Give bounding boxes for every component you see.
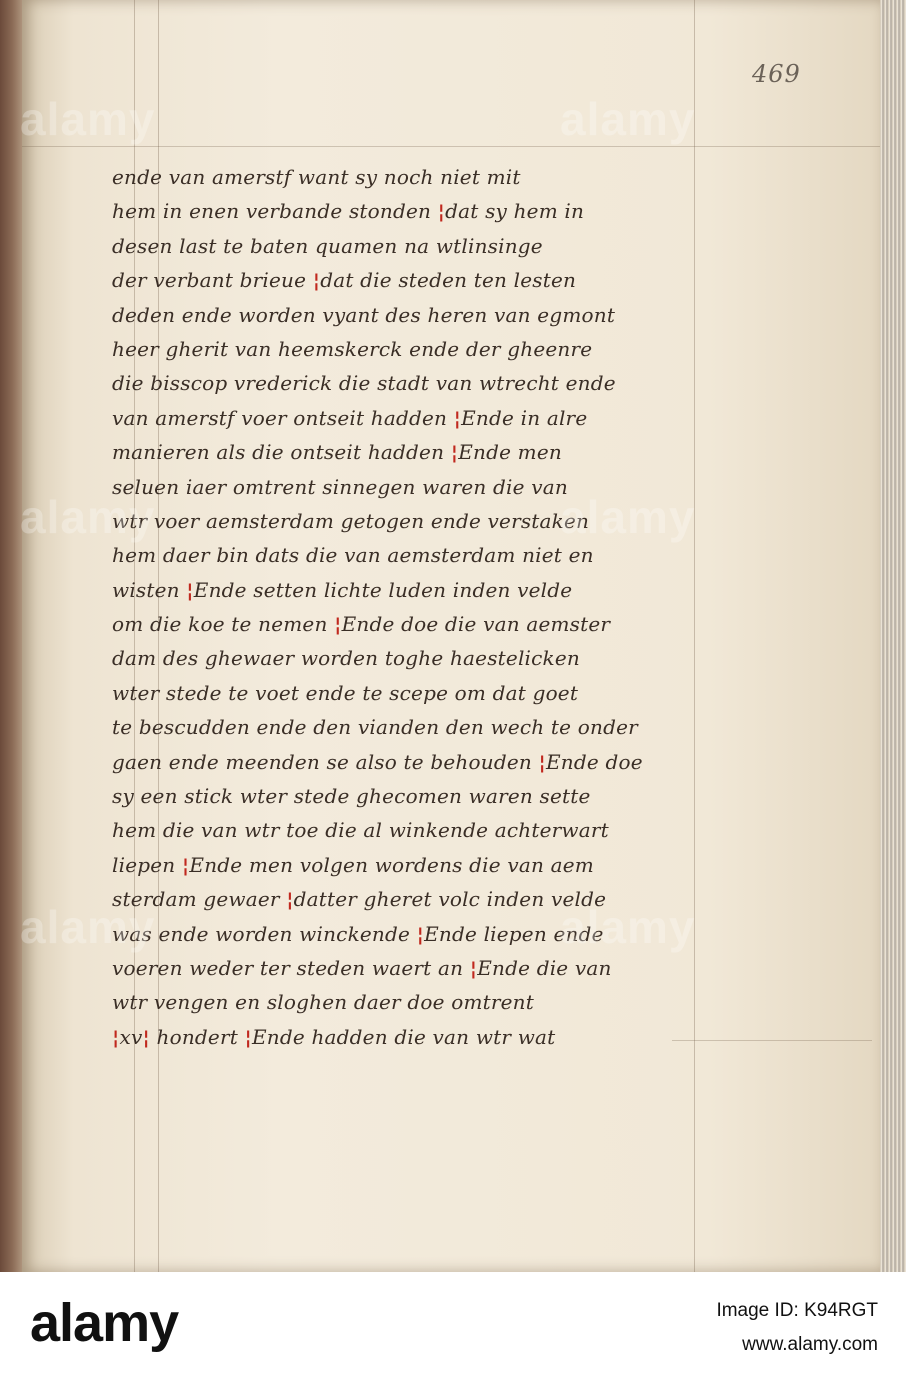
manuscript-line: der verbant brieue ¦dat die steden ten lesten	[112, 268, 577, 293]
manuscript-line: hem daer bin dats die van aemsterdam niet en	[112, 543, 594, 568]
manuscript-line: sterdam gewaer ¦datter gheret volc inden velde	[112, 887, 607, 912]
watermark: alamy	[20, 93, 156, 145]
watermark: alamy	[560, 93, 696, 145]
rubric-mark: ¦	[142, 1024, 150, 1049]
rubric-mark: ¦	[244, 1024, 252, 1049]
rubric-mark: ¦	[286, 887, 294, 912]
manuscript-line: manieren als die ontseit hadden ¦Ende men	[112, 440, 562, 465]
manuscript-line: deden ende worden vyant des heren van egmont	[112, 302, 616, 327]
watermark: alamy	[20, 901, 156, 953]
manuscript-line: seluen iaer omtrent sinnegen waren die van	[112, 474, 568, 499]
rubric-mark: ¦	[538, 749, 546, 774]
rubric-mark: ¦	[450, 440, 459, 465]
rubric-mark: ¦	[181, 852, 190, 877]
watermark: alamy	[560, 491, 696, 543]
manuscript-line: gaen ende meenden se also te behouden ¦Ende doe	[112, 749, 643, 774]
manuscript-line: desen last te baten quamen na wtlinsinge	[112, 233, 543, 258]
manuscript-line: ende van amerstf want sy noch niet mit	[112, 165, 521, 189]
manuscript-line: hem in enen verbande stonden ¦dat sy hem in	[112, 199, 585, 224]
rubric-mark: ¦	[469, 955, 478, 980]
manuscript-line: dam des ghewaer worden toghe haestelicken	[112, 646, 580, 671]
manuscript-line: voeren weder ter steden waert an ¦Ende die van	[112, 955, 612, 980]
watermark: alamy	[560, 901, 696, 953]
ruling-top	[22, 146, 880, 147]
rubric-mark: ¦	[334, 612, 342, 637]
rubric-mark: ¦	[453, 405, 462, 430]
manuscript-line: van amerstf voer ontseit hadden ¦Ende in alre	[112, 405, 588, 430]
image-id: Image ID: K94RGT	[716, 1300, 878, 1321]
rubric-mark: ¦	[312, 268, 321, 293]
manuscript-line: hem die van wtr toe die al winkende achterwart	[112, 818, 609, 843]
rubric-mark: ¦	[186, 577, 194, 602]
folio-number: 469	[752, 60, 801, 88]
manuscript-line: te bescudden ende den vianden den wech te onder	[112, 715, 638, 740]
manuscript-line: wtr vengen en sloghen daer doe omtrent	[112, 990, 534, 1015]
manuscript-line: ¦xv¦ hondert ¦Ende hadden die van wtr wat	[112, 1024, 556, 1049]
manuscript-line: was ende worden winckende ¦Ende liepen ende	[112, 921, 604, 946]
alamy-logo: alamy	[30, 1293, 179, 1353]
rubric-mark: ¦	[416, 921, 425, 946]
manuscript-line: om die koe te nemen ¦Ende doe die van aemster	[112, 612, 611, 637]
manuscript-line: heer gherit van heemskerck ende der gheenre	[112, 336, 593, 361]
manuscript-line: liepen ¦Ende men volgen wordens die van aem	[112, 852, 594, 877]
rubric-mark: ¦	[112, 1024, 120, 1049]
manuscript-line: wisten ¦Ende setten lichte luden inden velde	[112, 577, 573, 602]
rubric-mark: ¦	[437, 199, 446, 224]
site-url: www.alamy.com	[742, 1334, 878, 1355]
manuscript-line: die bisscop vrederick die stadt van wtrecht ende	[112, 371, 616, 396]
watermark: alamy	[20, 491, 156, 543]
manuscript-line: sy een stick wter stede ghecomen waren sette	[112, 784, 591, 809]
manuscript-line: wtr voer aemsterdam getogen ende verstaken	[112, 508, 590, 533]
page-stack-edge	[880, 0, 906, 1272]
manuscript-line: wter stede te voet ende te scepe om dat goet	[112, 680, 579, 705]
